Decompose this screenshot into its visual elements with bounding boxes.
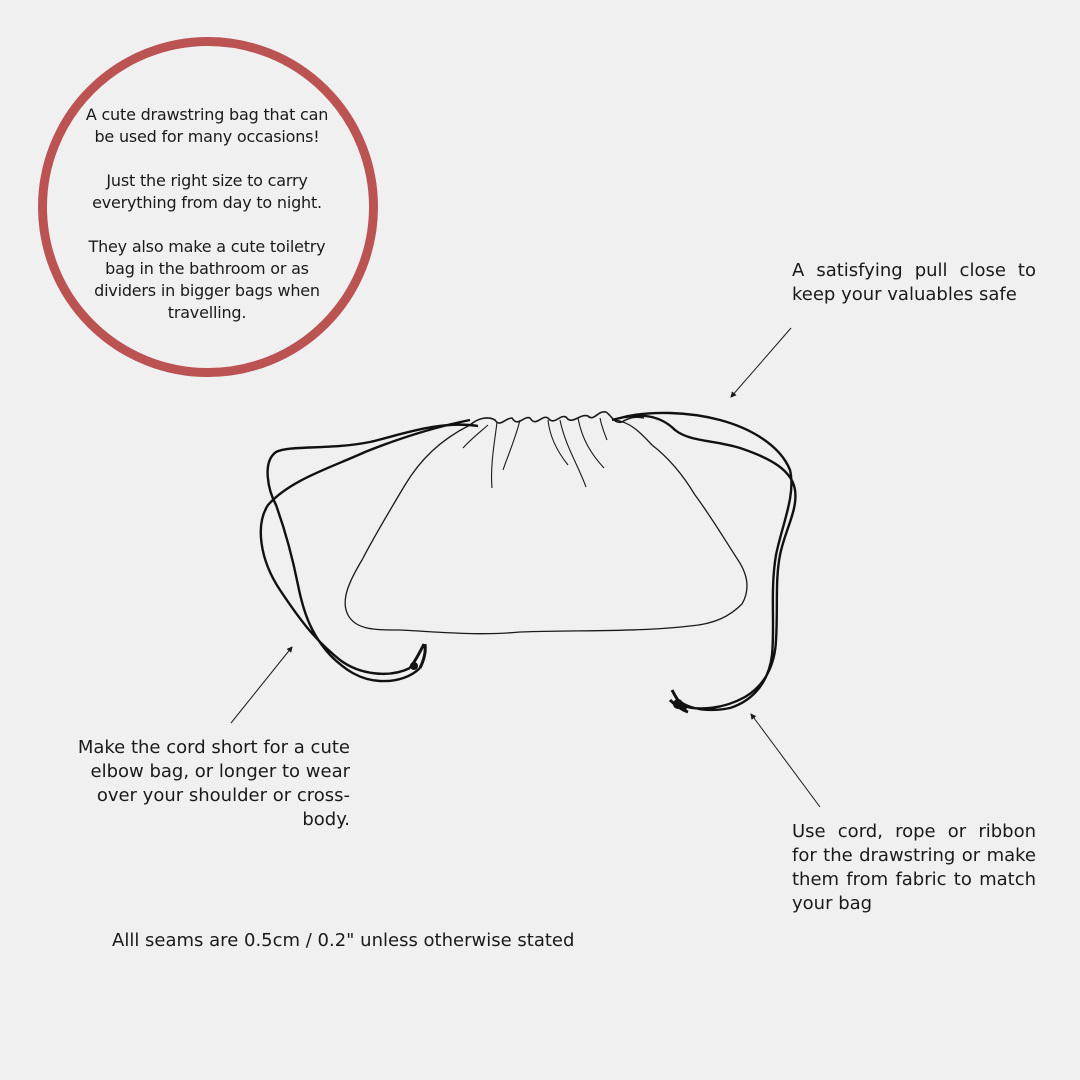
intro-paragraph-1: A cute drawstring bag that can be used for many occasions! <box>85 105 329 146</box>
right-drawstring-cord <box>612 413 795 710</box>
pull-close-note: A satisfying pull close to keep your valuables safe <box>792 260 1036 305</box>
pointer-line-top <box>731 328 791 397</box>
pointer-line-bottom-right <box>751 714 820 807</box>
left-drawstring-cord <box>261 420 478 681</box>
seam-allowance-note: Alll seams are 0.5cm / 0.2" unless otherwise stated <box>112 930 575 951</box>
intro-paragraph-2: Just the right size to carry everything from day to night. <box>92 171 322 212</box>
bag-body-outline <box>345 420 747 634</box>
bag-fold-lines <box>463 418 607 488</box>
intro-paragraph-3: They also make a cute toiletry bag in the bathroom or as dividers in bigger bags when travelling. <box>88 237 326 322</box>
drawstring-material-note: Use cord, rope or ribbon for the drawstring or make them from fabric to match your bag <box>792 821 1036 914</box>
right-cord-knot-bead <box>673 699 683 709</box>
cord-length-note: Make the cord short for a cute elbow bag, or longer to wear over your shoulder or cross-body. <box>77 737 350 830</box>
pointer-line-left <box>231 647 292 723</box>
left-cord-knot-bead <box>410 662 418 670</box>
